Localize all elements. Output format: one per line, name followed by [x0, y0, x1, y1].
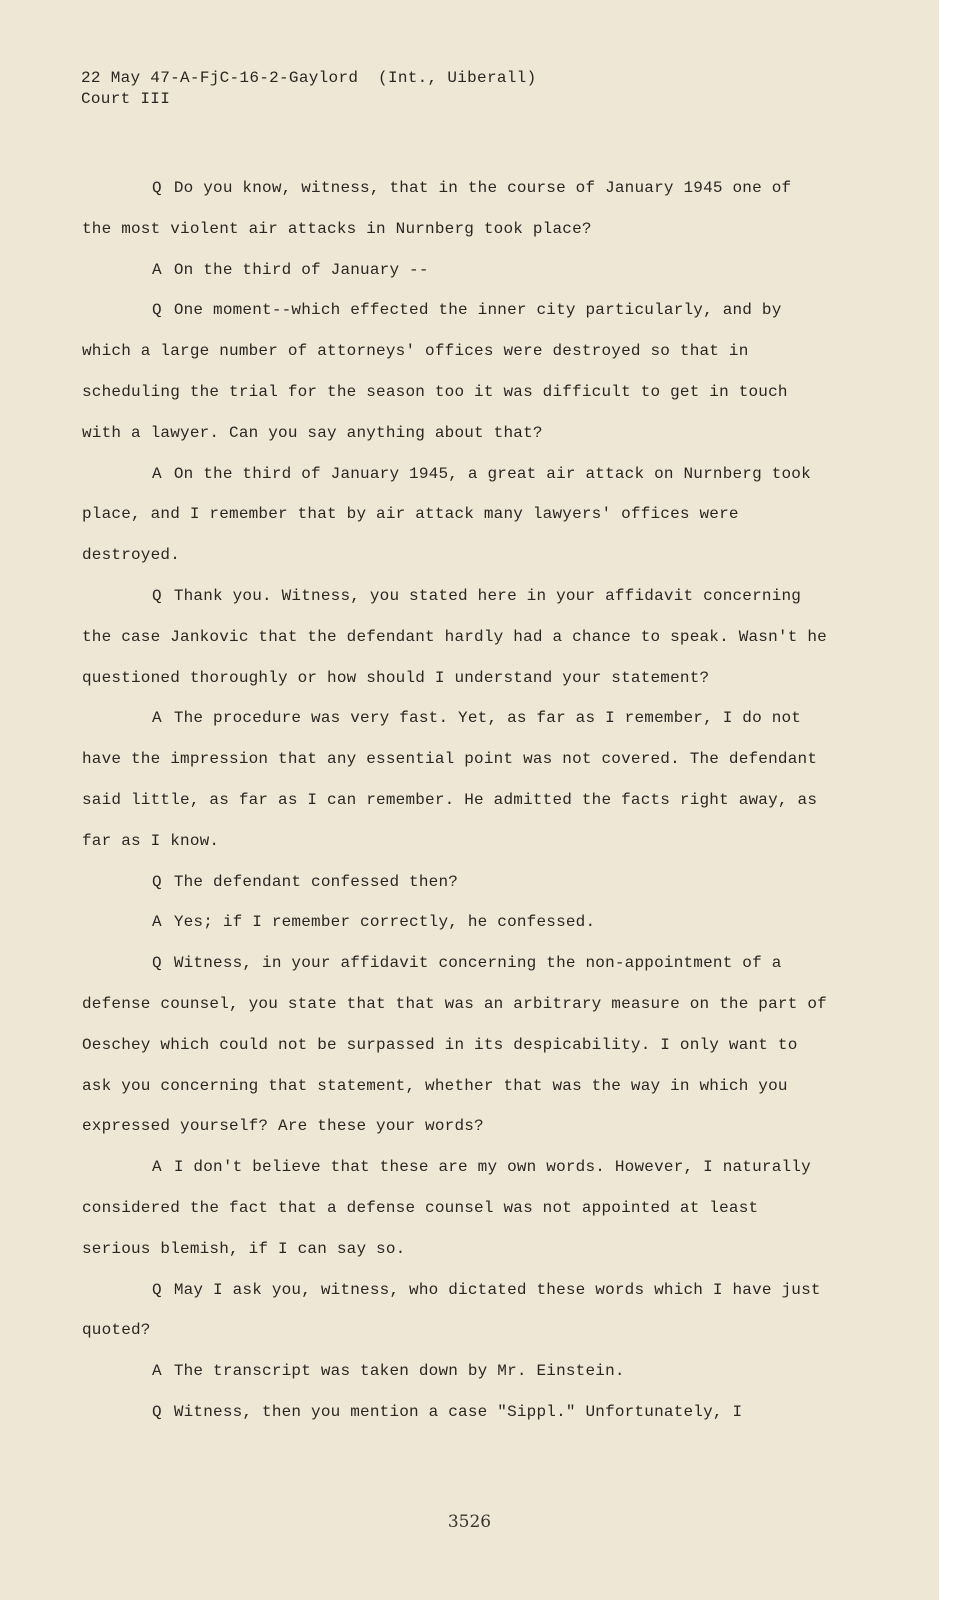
paragraph-text: I don't believe that these are my own words. However, I naturally considered the fact that a defense counsel was not appointed at least serious blemish, if I can say so.	[82, 1158, 811, 1258]
transcript-header	[81, 68, 536, 110]
paragraph-text: The transcript was taken down by Mr. Einstein.	[173, 1362, 625, 1381]
paragraph-text: Thank you. Witness, you stated here in your affidavit concerning the case Jankovic that the defendant hardly had a chance to speak. Wasn't he questioned thoroughly or how should I understand your statement?	[82, 586, 827, 687]
header-court-line: Court III	[81, 90, 171, 108]
paragraph-text: Witness, in your affidavit concerning the non-appointment of a defense counsel, you state that that was an arbitrary measure on the part of Oeschey which could not be surpassed in its despicability. I only want to ask you concerning that statement, whether that was the way in which you expressed yourself? Are these your words?	[82, 954, 827, 1136]
speaker-label: A	[152, 260, 162, 279]
speaker-label: A	[152, 709, 162, 728]
paragraph-text: May I ask you, witness, who dictated these words which I have just quoted?	[82, 1280, 821, 1340]
transcript-paragraph	[82, 290, 827, 453]
paragraph-text: On the third of January 1945, a great air attack on Nurnberg took place, and I remember that by air attack many lawyers' offices were destroyed.	[82, 464, 811, 565]
paragraph-text: Yes; if I remember correctly, he confessed.	[173, 913, 596, 932]
paragraph-text: The procedure was very fast. Yet, as far as I remember, I do not have the impression that any essential point was not covered. The defendant said little, as far as I can remember. He admitted the facts right away, as far as I know.	[82, 709, 818, 850]
speaker-label: Q	[152, 954, 162, 973]
speaker-label: A	[152, 1158, 162, 1177]
transcript-paragraph	[82, 1351, 827, 1392]
paragraph-text: The defendant confessed then?	[173, 872, 459, 891]
speaker-label: A	[152, 464, 162, 483]
speaker-label: A	[152, 913, 162, 932]
speaker-label: Q	[152, 301, 162, 320]
transcript-paragraph	[82, 943, 827, 1147]
speaker-label: Q	[152, 1402, 162, 1421]
paragraph-text: One moment--which effected the inner city particularly, and by which a large number of attorneys' offices were destroyed so that in scheduling the trial for the season too it was difficult to get in touch with a lawyer. Can you say anything about that?	[82, 301, 788, 442]
speaker-label: Q	[152, 872, 162, 891]
paragraph-text: Do you know, witness, that in the course of January 1945 one of the most violent air attacks in Nurnberg took place?	[82, 179, 792, 238]
transcript-paragraph	[82, 862, 827, 903]
speaker-label: Q	[152, 179, 162, 197]
transcript-paragraph	[82, 250, 827, 291]
transcript-paragraph	[82, 168, 827, 250]
transcript-body	[82, 168, 827, 1433]
paragraph-text: Witness, then you mention a case "Sippl." Unfortunately, I	[173, 1402, 743, 1421]
transcript-paragraph	[82, 454, 827, 576]
paragraph-text: On the third of January --	[173, 260, 429, 279]
transcript-paragraph	[82, 1270, 827, 1352]
transcript-paragraph	[82, 576, 827, 698]
page-number: 3526	[447, 1512, 492, 1532]
transcript-paragraph	[82, 698, 827, 861]
speaker-label: Q	[152, 1280, 162, 1299]
speaker-label: Q	[152, 586, 162, 605]
transcript-paragraph	[82, 902, 827, 943]
header-session-line: 22 May 47-A-FjC-16-2-Gaylord (Int., Uiberall)	[81, 69, 537, 87]
speaker-label: A	[152, 1362, 162, 1381]
transcript-paragraph	[82, 1147, 827, 1269]
transcript-paragraph	[82, 1392, 827, 1433]
